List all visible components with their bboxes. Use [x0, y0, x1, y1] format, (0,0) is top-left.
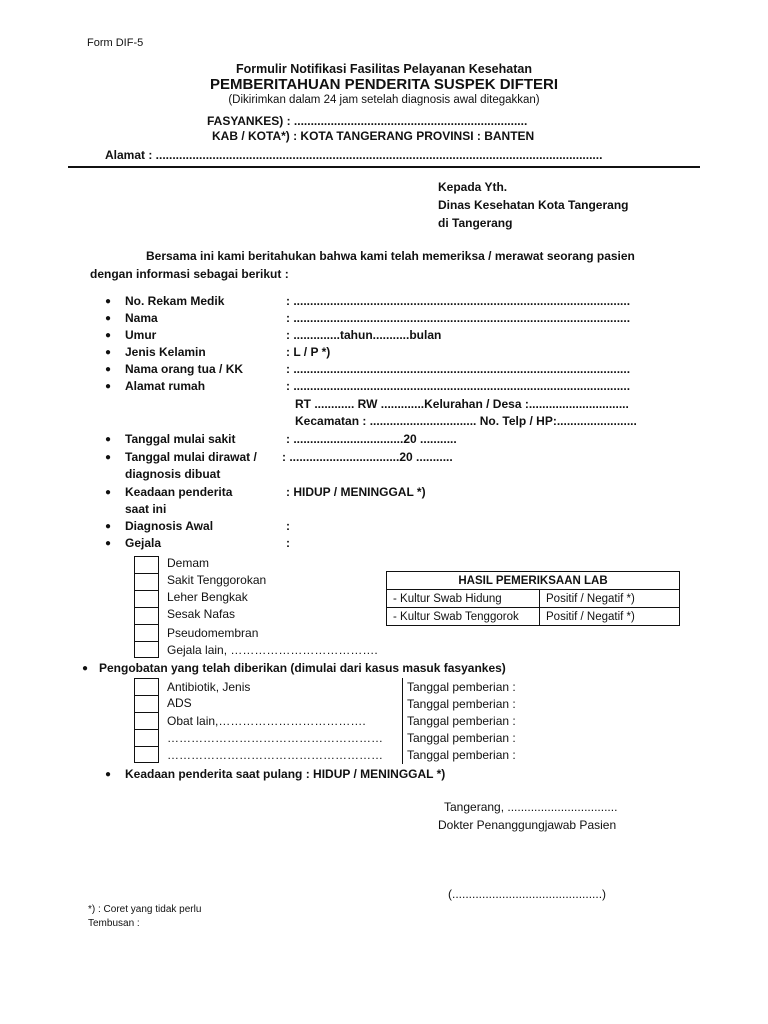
field-label: Alamat rumah: [125, 379, 206, 393]
field-label: No. Rekam Medik: [125, 294, 225, 308]
footer-note: *) : Coret yang tidak perlu: [88, 904, 202, 915]
symptom-label: Leher Bengkak: [167, 590, 248, 604]
table-row: [387, 590, 680, 608]
treatment-date: Tanggal pemberian :: [407, 714, 516, 728]
treatment-checkbox[interactable]: [134, 746, 159, 763]
signature-name: (.............................................): [448, 887, 607, 901]
field-value: : .................................20 ...........: [286, 432, 457, 446]
recipient-line-3: di Tangerang: [438, 216, 513, 230]
field-value: :: [286, 519, 290, 533]
symptom-checkbox[interactable]: [134, 641, 159, 658]
discharge-status: Keadaan penderita saat pulang : HIDUP / MENINGGAL *): [125, 767, 446, 781]
field-label: Tanggal mulai sakit: [125, 432, 236, 446]
field-label: Umur: [125, 328, 157, 342]
field-value: : .....................................................................................................: [286, 379, 631, 393]
lab-test-name: - Kultur Swab Hidung: [387, 590, 540, 608]
treatment-heading: Pengobatan yang telah diberikan (dimulai dari kasus masuk fasyankes): [99, 661, 506, 675]
treatment-divider: [402, 678, 403, 764]
field-label-cont: diagnosis dibuat: [125, 467, 221, 481]
field-label-cont: saat ini: [125, 502, 167, 516]
field-value: : .....................................................................................................: [286, 294, 631, 308]
bullet-icon: ●: [105, 769, 112, 780]
field-value: : .....................................................................................................: [286, 362, 631, 376]
field-label: Nama orang tua / KK: [125, 362, 244, 376]
lab-test-result[interactable]: Positif / Negatif *): [540, 608, 680, 626]
treatment-name: ………………………………………………: [167, 748, 383, 762]
kab-kota-field: KAB / KOTA*) : KOTA TANGERANG PROVINSI : BANTEN: [212, 129, 535, 143]
address-kecamatan: Kecamatan : ................................ No. Telp / HP:........................: [295, 414, 637, 428]
symptom-checkbox[interactable]: [134, 573, 159, 590]
symptom-checkbox[interactable]: [134, 590, 159, 607]
treatment-checkbox[interactable]: [134, 729, 159, 746]
symptom-checkbox[interactable]: [134, 624, 159, 641]
signature-role: Dokter Penanggungjawab Pasien: [438, 818, 617, 832]
field-label: Gejala: [125, 536, 162, 550]
footer-cc: Tembusan :: [88, 918, 140, 929]
field-label: Diagnosis Awal: [125, 519, 214, 533]
lab-test-result[interactable]: Positif / Negatif *): [540, 590, 680, 608]
symptom-label: Sesak Nafas: [167, 607, 236, 621]
treatment-date: Tanggal pemberian :: [407, 731, 516, 745]
treatment-name: Antibiotik, Jenis: [167, 680, 251, 694]
bullet-icon: ●: [105, 452, 112, 463]
lab-results-table: [386, 571, 680, 626]
treatment-name: ADS: [167, 696, 192, 710]
symptom-checkbox[interactable]: [134, 607, 159, 624]
bullet-icon: ●: [105, 347, 112, 358]
bullet-icon: ●: [105, 487, 112, 498]
treatment-name: ………………………………………………: [167, 731, 383, 745]
form-subtitle: Formulir Notifikasi Fasilitas Pelayanan Kesehatan: [236, 62, 532, 76]
bullet-icon: ●: [105, 538, 112, 549]
bullet-icon: ●: [105, 330, 112, 341]
intro-line-2: dengan informasi sebagai berikut :: [90, 267, 289, 281]
bullet-icon: ●: [105, 364, 112, 375]
table-row: [387, 572, 680, 590]
form-code: Form DIF-5: [87, 37, 144, 49]
treatment-date: Tanggal pemberian :: [407, 697, 516, 711]
field-value: : HIDUP / MENINGGAL *): [286, 485, 426, 499]
field-value: : .................................20 ...........: [282, 450, 453, 464]
lab-table-header: HASIL PEMERIKSAAN LAB: [387, 572, 680, 590]
treatment-date: Tanggal pemberian :: [407, 680, 516, 694]
recipient-line-1: Kepada Yth.: [438, 180, 508, 194]
treatment-checkbox[interactable]: [134, 695, 159, 712]
field-value: : L / P *): [286, 345, 331, 359]
treatment-checkbox[interactable]: [134, 712, 159, 729]
intro-line-1: Bersama ini kami beritahukan bahwa kami telah memeriksa / merawat seorang pasien: [146, 249, 635, 263]
bullet-icon: ●: [105, 434, 112, 445]
symptom-label: Demam: [167, 556, 210, 570]
symptom-label: Pseudomembran: [167, 626, 259, 640]
symptom-label: Sakit Tenggorokan: [167, 573, 267, 587]
symptom-checkbox[interactable]: [134, 556, 159, 573]
treatment-date: Tanggal pemberian :: [407, 748, 516, 762]
symptom-label: Gejala lain, ……………………………….: [167, 643, 378, 657]
bullet-icon: ●: [105, 296, 112, 307]
treatment-name: Obat lain,……………………………….: [167, 714, 366, 728]
fasyankes-field: FASYANKES) : ......................................................................: [207, 114, 528, 128]
address-rt-rw: RT ............ RW .............Kelurahan / Desa :..............................: [295, 397, 629, 411]
field-value: : ..............tahun...........bulan: [286, 328, 442, 342]
signature-place: Tangerang, .................................: [444, 800, 618, 814]
field-value: :: [286, 536, 290, 550]
field-label: Keadaan penderita: [125, 485, 233, 499]
bullet-icon: ●: [105, 313, 112, 324]
field-label: Nama: [125, 311, 158, 325]
table-row: [387, 608, 680, 626]
field-label: Tanggal mulai dirawat /: [125, 450, 257, 464]
field-value: : .....................................................................................................: [286, 311, 631, 325]
bullet-icon: ●: [82, 663, 89, 674]
form-title: PEMBERITAHUAN PENDERITA SUSPEK DIFTERI: [209, 76, 559, 93]
header-divider: [68, 166, 700, 168]
field-label: Jenis Kelamin: [125, 345, 206, 359]
form-note: (Dikirimkan dalam 24 jam setelah diagnosis awal ditegakkan): [228, 94, 540, 106]
lab-test-name: - Kultur Swab Tenggorok: [387, 608, 540, 626]
bullet-icon: ●: [105, 521, 112, 532]
alamat-field: Alamat : ......................................................................................................................................: [105, 148, 603, 162]
recipient-line-2: Dinas Kesehatan Kota Tangerang: [438, 198, 629, 212]
treatment-checkbox[interactable]: [134, 678, 159, 695]
bullet-icon: ●: [105, 381, 112, 392]
